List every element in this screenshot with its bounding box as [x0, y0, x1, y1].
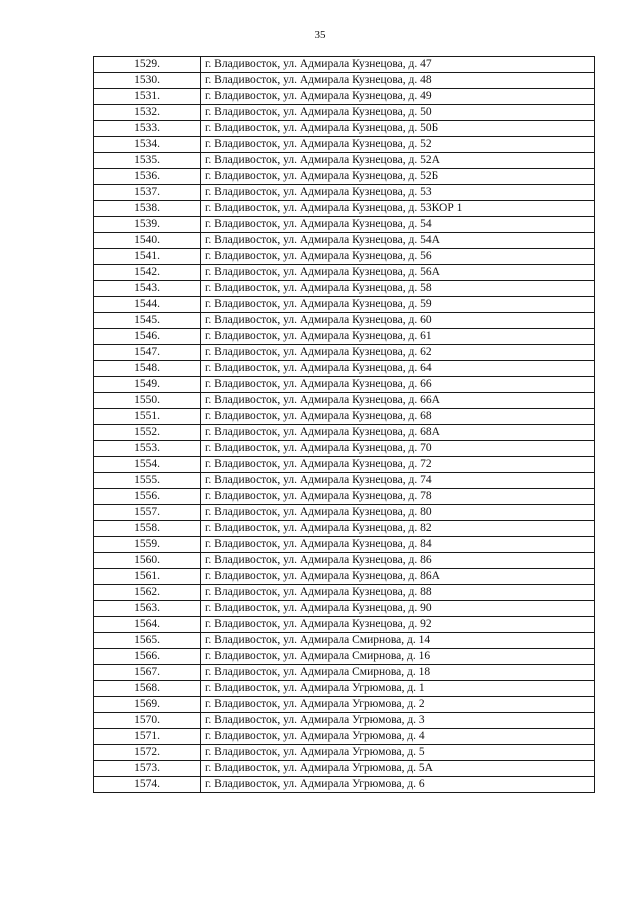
row-number: 1530. [94, 73, 201, 89]
row-address: г. Владивосток, ул. Адмирала Угрюмова, д. 2 [201, 697, 595, 713]
address-table [93, 56, 595, 793]
table-row [94, 505, 595, 521]
row-address: г. Владивосток, ул. Адмирала Угрюмова, д. 5А [201, 761, 595, 777]
row-number: 1570. [94, 713, 201, 729]
row-number: 1557. [94, 505, 201, 521]
table-row [94, 681, 595, 697]
row-number: 1561. [94, 569, 201, 585]
row-address: г. Владивосток, ул. Адмирала Кузнецова, д. 56А [201, 265, 595, 281]
row-address: г. Владивосток, ул. Адмирала Кузнецова, д. 54А [201, 233, 595, 249]
table-row [94, 745, 595, 761]
row-number: 1539. [94, 217, 201, 233]
row-number: 1545. [94, 313, 201, 329]
row-address: г. Владивосток, ул. Адмирала Кузнецова, д. 70 [201, 441, 595, 457]
table-row [94, 201, 595, 217]
row-number: 1538. [94, 201, 201, 217]
table-row [94, 633, 595, 649]
table-row [94, 585, 595, 601]
row-number: 1560. [94, 553, 201, 569]
row-address: г. Владивосток, ул. Адмирала Кузнецова, д. 66А [201, 393, 595, 409]
table-row [94, 425, 595, 441]
row-address: г. Владивосток, ул. Адмирала Кузнецова, д. 80 [201, 505, 595, 521]
row-number: 1547. [94, 345, 201, 361]
row-address: г. Владивосток, ул. Адмирала Кузнецова, д. 68 [201, 409, 595, 425]
row-number: 1571. [94, 729, 201, 745]
row-number: 1534. [94, 137, 201, 153]
row-number: 1566. [94, 649, 201, 665]
table-row [94, 377, 595, 393]
row-number: 1573. [94, 761, 201, 777]
table-row [94, 713, 595, 729]
table-row [94, 169, 595, 185]
row-address: г. Владивосток, ул. Адмирала Кузнецова, д. 52А [201, 153, 595, 169]
page-number: 35 [314, 29, 326, 41]
table-row [94, 265, 595, 281]
table-row [94, 521, 595, 537]
table-row [94, 569, 595, 585]
row-address: г. Владивосток, ул. Адмирала Кузнецова, д. 59 [201, 297, 595, 313]
row-number: 1551. [94, 409, 201, 425]
table-row [94, 601, 595, 617]
row-address: г. Владивосток, ул. Адмирала Кузнецова, д. 60 [201, 313, 595, 329]
row-address: г. Владивосток, ул. Адмирала Кузнецова, д. 74 [201, 473, 595, 489]
row-number: 1548. [94, 361, 201, 377]
row-number: 1541. [94, 249, 201, 265]
row-address: г. Владивосток, ул. Адмирала Кузнецова, д. 90 [201, 601, 595, 617]
row-number: 1544. [94, 297, 201, 313]
row-address: г. Владивосток, ул. Адмирала Кузнецова, д. 54 [201, 217, 595, 233]
table-row [94, 457, 595, 473]
row-address: г. Владивосток, ул. Адмирала Кузнецова, д. 78 [201, 489, 595, 505]
table-row [94, 441, 595, 457]
row-address: г. Владивосток, ул. Адмирала Кузнецова, д. 64 [201, 361, 595, 377]
row-number: 1567. [94, 665, 201, 681]
row-address: г. Владивосток, ул. Адмирала Кузнецова, д. 62 [201, 345, 595, 361]
table-row [94, 153, 595, 169]
table-row [94, 729, 595, 745]
table-row [94, 393, 595, 409]
row-address: г. Владивосток, ул. Адмирала Смирнова, д. 16 [201, 649, 595, 665]
table-row [94, 537, 595, 553]
row-address: г. Владивосток, ул. Адмирала Кузнецова, д. 53 [201, 185, 595, 201]
row-number: 1542. [94, 265, 201, 281]
table-row [94, 233, 595, 249]
row-address: г. Владивосток, ул. Адмирала Кузнецова, д. 86 [201, 553, 595, 569]
row-number: 1569. [94, 697, 201, 713]
row-number: 1537. [94, 185, 201, 201]
table-row [94, 697, 595, 713]
row-address: г. Владивосток, ул. Адмирала Кузнецова, д. 52 [201, 137, 595, 153]
table-row [94, 777, 595, 793]
row-number: 1553. [94, 441, 201, 457]
row-number: 1550. [94, 393, 201, 409]
address-table-body [94, 57, 595, 793]
row-address: г. Владивосток, ул. Адмирала Кузнецова, д. 49 [201, 89, 595, 105]
row-address: г. Владивосток, ул. Адмирала Кузнецова, д. 50 [201, 105, 595, 121]
row-number: 1558. [94, 521, 201, 537]
row-number: 1554. [94, 457, 201, 473]
row-address: г. Владивосток, ул. Адмирала Угрюмова, д. 1 [201, 681, 595, 697]
row-address: г. Владивосток, ул. Адмирала Кузнецова, д. 47 [201, 57, 595, 73]
row-address: г. Владивосток, ул. Адмирала Кузнецова, д. 61 [201, 329, 595, 345]
table-row [94, 345, 595, 361]
row-address: г. Владивосток, ул. Адмирала Кузнецова, д. 56 [201, 249, 595, 265]
row-address: г. Владивосток, ул. Адмирала Кузнецова, д. 58 [201, 281, 595, 297]
row-number: 1536. [94, 169, 201, 185]
row-address: г. Владивосток, ул. Адмирала Смирнова, д. 14 [201, 633, 595, 649]
row-address: г. Владивосток, ул. Адмирала Кузнецова, д. 92 [201, 617, 595, 633]
table-row [94, 329, 595, 345]
table-row [94, 217, 595, 233]
row-number: 1549. [94, 377, 201, 393]
table-row [94, 649, 595, 665]
table-row [94, 121, 595, 137]
row-address: г. Владивосток, ул. Адмирала Угрюмова, д. 3 [201, 713, 595, 729]
row-number: 1531. [94, 89, 201, 105]
table-row [94, 89, 595, 105]
row-number: 1564. [94, 617, 201, 633]
row-address: г. Владивосток, ул. Адмирала Кузнецова, д. 84 [201, 537, 595, 553]
row-number: 1533. [94, 121, 201, 137]
table-row [94, 297, 595, 313]
row-number: 1565. [94, 633, 201, 649]
row-address: г. Владивосток, ул. Адмирала Кузнецова, д. 72 [201, 457, 595, 473]
row-address: г. Владивосток, ул. Адмирала Угрюмова, д. 6 [201, 777, 595, 793]
row-number: 1572. [94, 745, 201, 761]
row-address: г. Владивосток, ул. Адмирала Кузнецова, д. 68А [201, 425, 595, 441]
table-row [94, 361, 595, 377]
row-number: 1574. [94, 777, 201, 793]
row-address: г. Владивосток, ул. Адмирала Угрюмова, д. 5 [201, 745, 595, 761]
table-row [94, 137, 595, 153]
table-row [94, 73, 595, 89]
row-address: г. Владивосток, ул. Адмирала Кузнецова, д. 52Б [201, 169, 595, 185]
row-address: г. Владивосток, ул. Адмирала Кузнецова, д. 88 [201, 585, 595, 601]
table-row [94, 553, 595, 569]
row-address: г. Владивосток, ул. Адмирала Смирнова, д. 18 [201, 665, 595, 681]
table-row [94, 761, 595, 777]
row-address: г. Владивосток, ул. Адмирала Кузнецова, д. 82 [201, 521, 595, 537]
table-row [94, 281, 595, 297]
row-address: г. Владивосток, ул. Адмирала Угрюмова, д. 4 [201, 729, 595, 745]
row-number: 1559. [94, 537, 201, 553]
row-address: г. Владивосток, ул. Адмирала Кузнецова, д. 86А [201, 569, 595, 585]
table-row [94, 473, 595, 489]
table-row [94, 249, 595, 265]
table-row [94, 57, 595, 73]
row-number: 1552. [94, 425, 201, 441]
table-row [94, 489, 595, 505]
table-row [94, 105, 595, 121]
row-number: 1546. [94, 329, 201, 345]
row-address: г. Владивосток, ул. Адмирала Кузнецова, д. 53КОР 1 [201, 201, 595, 217]
table-row [94, 617, 595, 633]
table-row [94, 665, 595, 681]
row-number: 1543. [94, 281, 201, 297]
row-address: г. Владивосток, ул. Адмирала Кузнецова, д. 50Б [201, 121, 595, 137]
table-row [94, 409, 595, 425]
table-row [94, 185, 595, 201]
row-address: г. Владивосток, ул. Адмирала Кузнецова, д. 66 [201, 377, 595, 393]
row-address: г. Владивосток, ул. Адмирала Кузнецова, д. 48 [201, 73, 595, 89]
row-number: 1532. [94, 105, 201, 121]
row-number: 1540. [94, 233, 201, 249]
row-number: 1556. [94, 489, 201, 505]
row-number: 1563. [94, 601, 201, 617]
row-number: 1568. [94, 681, 201, 697]
row-number: 1535. [94, 153, 201, 169]
row-number: 1555. [94, 473, 201, 489]
row-number: 1562. [94, 585, 201, 601]
row-number: 1529. [94, 57, 201, 73]
table-row [94, 313, 595, 329]
